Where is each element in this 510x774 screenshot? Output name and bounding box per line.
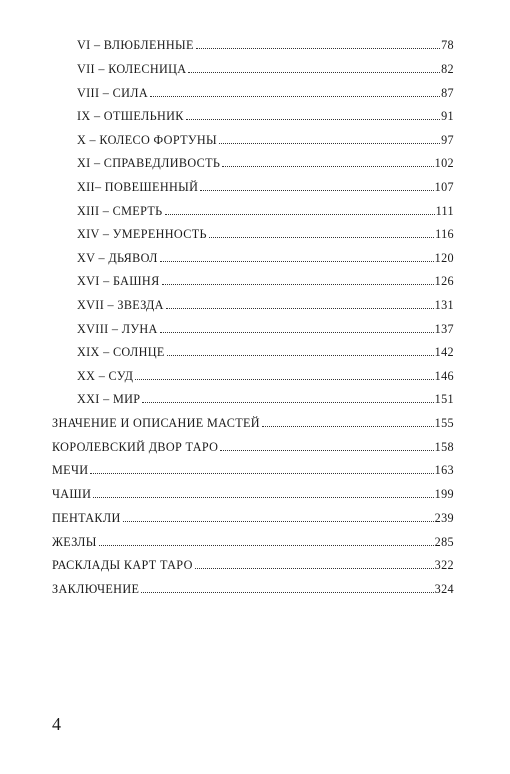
toc-entry-xviii-moon (77, 322, 454, 342)
toc-entry-xi-justice (77, 156, 454, 176)
toc-entry-page: 102 (434, 156, 454, 170)
dot-leader (188, 72, 440, 73)
toc-entry-royal-court (52, 440, 454, 460)
dot-leader (200, 190, 433, 191)
toc-entry-page: 131 (434, 298, 454, 312)
toc-entry-page: 87 (441, 86, 454, 100)
dot-leader (160, 261, 434, 262)
toc-entry-xv-devil (77, 251, 454, 271)
toc-entry-title: XIII – СМЕРТЬ (77, 204, 163, 218)
toc-entry-page: 97 (441, 133, 454, 147)
dot-leader (162, 284, 434, 285)
toc-entry-page: 137 (434, 322, 454, 336)
dot-leader (165, 214, 435, 215)
toc-entry-title: VII – КОЛЕСНИЦА (77, 62, 187, 76)
toc-entry-title: ЗНАЧЕНИЕ И ОПИСАНИЕ МАСТЕЙ (52, 416, 260, 430)
toc-entry-title: IX – ОТШЕЛЬНИК (77, 109, 184, 123)
dot-leader (160, 332, 434, 333)
toc-entry-xii-hanged-man (77, 180, 454, 200)
toc-entry-xiii-death (77, 204, 454, 224)
dot-leader (90, 473, 433, 474)
dot-leader (142, 402, 433, 403)
toc-entry-page: 285 (434, 535, 454, 549)
toc-entry-page: 324 (434, 582, 454, 596)
toc-entry-title: ЖЕЗЛЫ (52, 535, 97, 549)
toc-entry-xvii-star (77, 298, 454, 318)
dot-leader (222, 166, 433, 167)
toc-entry-page: 163 (434, 463, 454, 477)
toc-entry-title: XIV – УМЕРЕННОСТЬ (77, 227, 207, 241)
toc-entry-page: 155 (434, 416, 454, 430)
toc-entry-title: XXI – МИР (77, 392, 141, 406)
dot-leader (262, 426, 434, 427)
page-number: 4 (52, 714, 61, 734)
toc-entry-page: 116 (435, 227, 454, 241)
toc-entry-title: XI – СПРАВЕДЛИВОСТЬ (77, 156, 221, 170)
dot-leader (99, 545, 434, 546)
dot-leader (195, 568, 434, 569)
toc-entry-title: X – КОЛЕСО ФОРТУНЫ (77, 133, 218, 147)
toc-entry-title: МЕЧИ (52, 463, 89, 477)
toc-entry-vii-chariot (77, 62, 454, 82)
toc-entry-ix-hermit (77, 109, 454, 129)
toc-entry-title: ПЕНТАКЛИ (52, 511, 121, 525)
toc-entry-wands (52, 535, 454, 555)
toc-entry-title: ЧАШИ (52, 487, 92, 501)
toc-entry-page: 322 (434, 558, 454, 572)
toc-entry-xiv-temperance (77, 227, 454, 247)
toc-entry-title: VIII – СИЛА (77, 86, 149, 100)
dot-leader (167, 355, 434, 356)
toc-entry-viii-strength (77, 86, 454, 106)
toc-entry-title: XVI – БАШНЯ (77, 274, 160, 288)
toc-entry-suits-meaning (52, 416, 454, 436)
dot-leader (196, 48, 440, 49)
toc-entry-page: 199 (434, 487, 454, 501)
dot-leader (141, 592, 433, 593)
toc-entry-title: XII– ПОВЕШЕННЫЙ (77, 180, 199, 194)
toc-entry-xx-judgement (77, 369, 454, 389)
toc-entry-vi-lovers (77, 38, 454, 58)
dot-leader (220, 450, 433, 451)
toc-entry-title: VI – ВЛЮБЛЕННЫЕ (77, 38, 194, 52)
dot-leader (209, 237, 434, 238)
toc-entry-page: 151 (434, 392, 454, 406)
dot-leader (93, 497, 433, 498)
dot-leader (166, 308, 434, 309)
toc-entry-title: КОРОЛЕВСКИЙ ДВОР ТАРО (52, 440, 219, 454)
toc-entry-page: 120 (434, 251, 454, 265)
toc-entry-title: ЗАКЛЮЧЕНИЕ (52, 582, 140, 596)
toc-entry-page: 78 (441, 38, 454, 52)
dot-leader (150, 96, 440, 97)
dot-leader (135, 379, 433, 380)
toc-entry-title: XVIII – ЛУНА (77, 322, 158, 336)
dot-leader (123, 521, 434, 522)
toc-entry-swords (52, 463, 454, 483)
toc-entry-xvi-tower (77, 274, 454, 294)
toc-entry-page: 111 (435, 204, 454, 218)
toc-entry-title: XV – ДЬЯВОЛ (77, 251, 158, 265)
toc-entry-page: 91 (441, 109, 454, 123)
toc-entry-page: 239 (434, 511, 454, 525)
toc-entry-tarot-spreads (52, 558, 454, 578)
toc-entry-page: 158 (434, 440, 454, 454)
toc-entry-xxi-world (77, 392, 454, 412)
toc-entry-title: РАСКЛАДЫ КАРТ ТАРО (52, 558, 193, 572)
dot-leader (186, 119, 440, 120)
toc-entry-title: XVII – ЗВЕЗДА (77, 298, 164, 312)
toc-entry-page: 107 (434, 180, 454, 194)
toc-entry-xix-sun (77, 345, 454, 365)
toc-entry-page: 146 (434, 369, 454, 383)
toc-entry-pentacles (52, 511, 454, 531)
toc-entry-page: 82 (441, 62, 454, 76)
toc-entry-page: 142 (434, 345, 454, 359)
toc-entry-cups (52, 487, 454, 507)
dot-leader (219, 143, 440, 144)
toc-entry-x-wheel-of-fortune (77, 133, 454, 153)
toc-entry-title: XX – СУД (77, 369, 134, 383)
toc-entry-page: 126 (434, 274, 454, 288)
toc-entry-conclusion (52, 582, 454, 602)
toc-entry-title: XIX – СОЛНЦЕ (77, 345, 165, 359)
